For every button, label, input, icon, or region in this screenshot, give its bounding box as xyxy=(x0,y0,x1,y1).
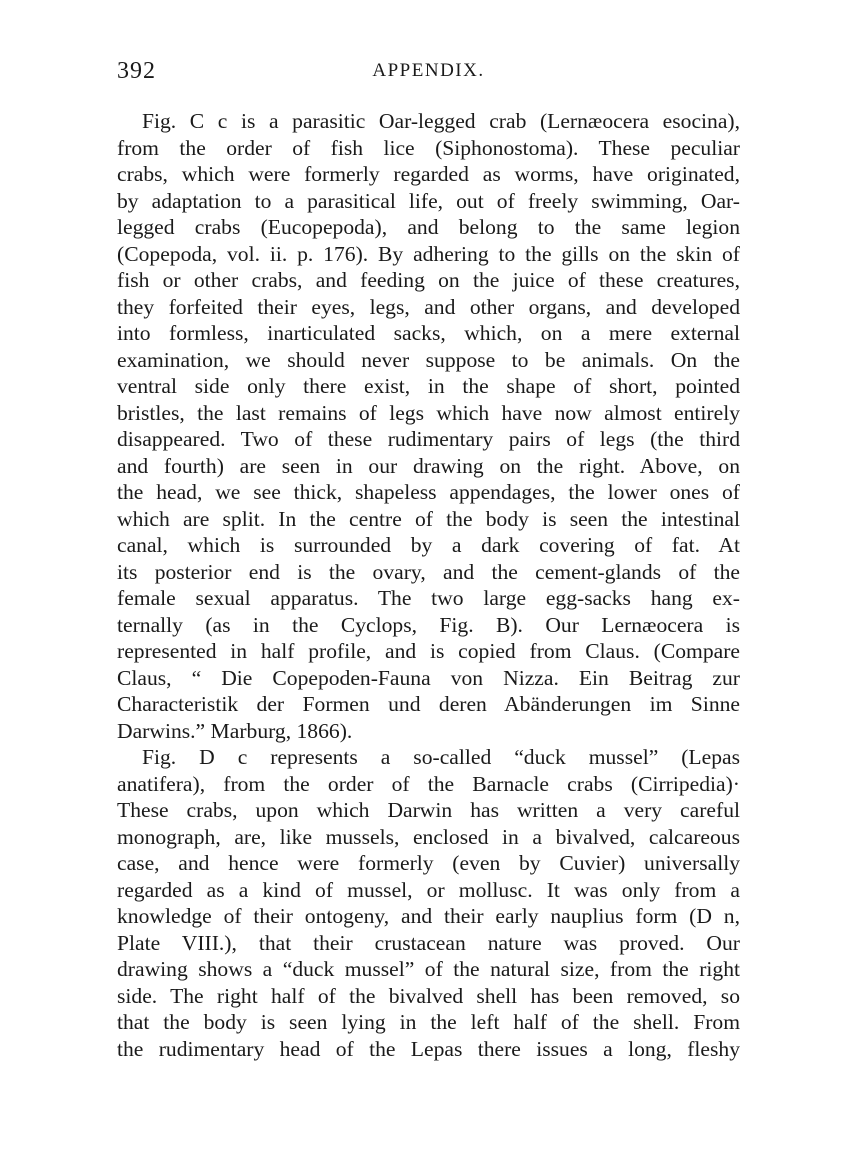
text-line: monograph, are, like mussels, enclosed in a bivalved, calcareous xyxy=(117,824,740,849)
paragraph-lepas xyxy=(117,744,740,1062)
text-line: represented in half profile, and is copied from Claus. (Compare xyxy=(117,639,740,663)
text-line: crabs, which were formerly regarded as worms, have originated, xyxy=(117,162,740,186)
text-line: they forfeited their eyes, legs, and other organs, and developed xyxy=(117,294,740,319)
text-line: regarded as a kind of mussel, or mollusc. It was only from a xyxy=(117,877,740,902)
text-line: the head, we see thick, shapeless appendages, the lower ones of xyxy=(117,480,740,504)
text-line: fish or other crabs, and feeding on the juice of these creatures, xyxy=(117,268,740,292)
text-line: Fig. C c is a parasitic Oar-legged crab (Lernæocera esocina), xyxy=(142,109,740,133)
text-line: drawing shows a “duck mussel” of the natural size, from the right xyxy=(117,957,740,981)
text-line: legged crabs (Eucopepoda), and belong to the same legion xyxy=(117,215,740,239)
text-line: from the order of fish lice (Siphonostoma). These peculiar xyxy=(117,135,740,160)
text-line: anatifera), from the order of the Barnacle crabs (Cirripedia)· xyxy=(117,771,740,796)
text-line: its posterior end is the ovary, and the cement-glands of the xyxy=(117,559,740,584)
text-line: knowledge of their ontogeny, and their early nauplius form (D n, xyxy=(117,904,740,928)
text-line: and fourth) are seen in our drawing on the right. Above, on xyxy=(117,453,740,478)
text-line: bristles, the last remains of legs which have now almost entirely xyxy=(117,400,740,425)
text-line: ventral side only there exist, in the shape of short, pointed xyxy=(117,374,740,398)
page-number: 392 xyxy=(117,58,156,84)
text-line: Claus, “ Die Copepoden-Fauna von Nizza. Ein Beitrag zur xyxy=(117,665,740,690)
text-line: female sexual apparatus. The two large egg-sacks hang ex- xyxy=(117,586,740,610)
text-line: examination, we should never suppose to be animals. On the xyxy=(117,347,740,372)
text-line: (Copepoda, vol. ii. p. 176). By adhering to the gills on the skin of xyxy=(117,241,740,266)
text-line: Characteristik der Formen und deren Abänderungen im Sinne xyxy=(117,692,740,716)
text-line: side. The right half of the bivalved shell has been removed, so xyxy=(117,983,740,1008)
text-line: Fig. D c represents a so-called “duck mussel” (Lepas xyxy=(142,745,740,769)
text-line: into formless, inarticulated sacks, which, on a mere external xyxy=(117,321,740,345)
text-line: canal, which is surrounded by a dark covering of fat. At xyxy=(117,533,740,557)
body-text xyxy=(117,108,740,1062)
running-title: APPENDIX. xyxy=(372,60,485,81)
text-line: disappeared. Two of these rudimentary pairs of legs (the third xyxy=(117,427,740,451)
running-head xyxy=(117,58,740,90)
text-line: that the body is seen lying in the left half of the shell. From xyxy=(117,1010,740,1034)
paragraph-lernaeocera xyxy=(117,108,740,744)
text-line: ternally (as in the Cyclops, Fig. B). Our Lernæocera is xyxy=(117,612,740,637)
text-line: by adaptation to a parasitical life, out of freely swimming, Oar- xyxy=(117,188,740,213)
text-line: Plate VIII.), that their crustacean nature was proved. Our xyxy=(117,930,740,955)
text-line: which are split. In the centre of the body is seen the intestinal xyxy=(117,506,740,531)
text-line: Darwins.” Marburg, 1866). xyxy=(117,718,353,743)
text-line: These crabs, upon which Darwin has written a very careful xyxy=(117,798,740,822)
text-line: case, and hence were formerly (even by Cuvier) universally xyxy=(117,851,740,875)
text-line: the rudimentary head of the Lepas there issues a long, fleshy xyxy=(117,1036,740,1061)
